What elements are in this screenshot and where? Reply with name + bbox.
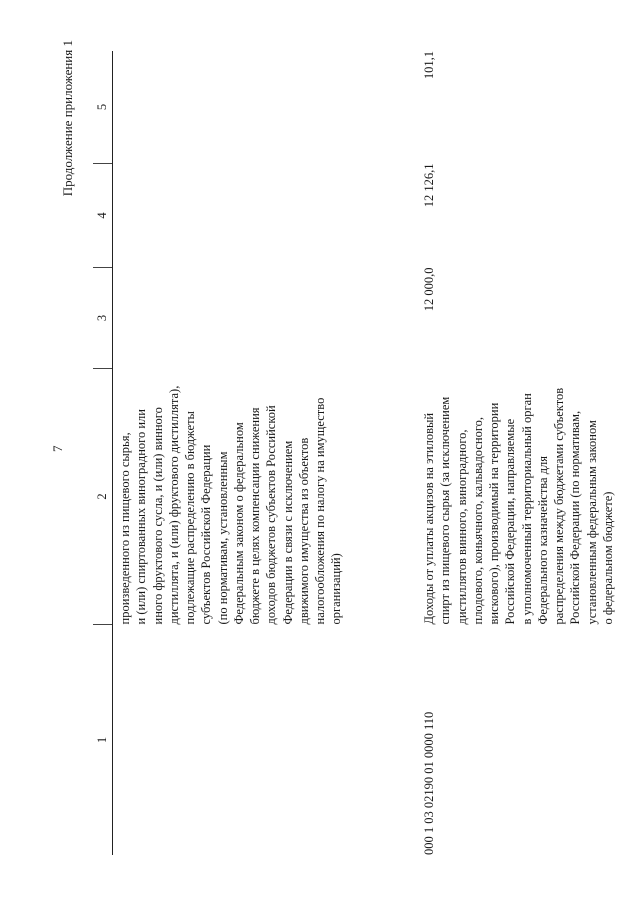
header-cell: 5 (93, 51, 113, 164)
value-cell-col5: 101,1 (422, 51, 436, 80)
header-cell: 2 (93, 369, 113, 625)
description-line: Федерального казначейства для (535, 455, 550, 625)
value-cell-col5 (113, 51, 418, 164)
page-number: 7 (50, 445, 65, 452)
value-cell-col4: 12 126,1 (422, 163, 436, 208)
table-row (417, 51, 616, 855)
description-line: движимого имущества из объектов (296, 437, 311, 625)
description-line: произведенного из пищевого сырья, (118, 432, 132, 625)
description-line: доходов бюджетов субъектов Российской (264, 405, 279, 625)
value-cell-col4 (113, 164, 418, 268)
description-line: организаций) (329, 553, 344, 625)
header-cell: 4 (93, 164, 113, 268)
description-line: иного фруктового сусла, и (или) винного (150, 407, 165, 625)
description-line: Федерации в связи с исключением (280, 440, 295, 625)
description-cell (417, 369, 616, 625)
header-cell: 3 (93, 268, 113, 369)
value-cell-col3: 12 000,0 (422, 267, 436, 312)
description-line: плодового, коньячного, кальвадосного, (470, 416, 485, 625)
description-line: Федеральным законом о федеральном (231, 422, 246, 625)
description-line: установленным федеральным законом (584, 420, 599, 625)
description-line: распределения между бюджетами субъектов (552, 387, 566, 625)
description-line: Российской Федерации, направляемые (503, 418, 518, 625)
description-line: дистиллята, и (или) фруктового дистиллята), (166, 385, 181, 625)
description-line: субъектов Российской Федерации (199, 444, 214, 625)
table-row (113, 51, 418, 855)
description-line: спирт из пищевого сырья (за исключением (438, 396, 453, 625)
description-line: бюджете в целях компенсации снижения (248, 407, 262, 625)
description-line: вискового), производимый на территории (487, 402, 501, 625)
description-line: налогообложения по налогу на имущество (313, 397, 327, 625)
code-cell (113, 625, 418, 856)
continuation-label: Продолжение приложения 1 (60, 40, 75, 197)
description-line: в уполномоченный территориальный орган (519, 393, 534, 625)
table-header-row (93, 51, 113, 855)
code-cell: 000 1 03 02190 01 0000 110 (422, 711, 436, 855)
description-line: дистиллятов винного, виноградного, (454, 429, 469, 625)
description-line: Доходы от уплаты акцизов на этиловый (422, 412, 436, 625)
description-line: подлежащие распределению в бюджеты (183, 411, 197, 625)
description-line: (по нормативам, установленным (215, 451, 230, 625)
description-line: о федеральном бюджете) (600, 491, 615, 625)
value-cell-col3 (113, 268, 418, 369)
data-table (93, 51, 616, 855)
description-line: и (или) спиртованных виноградного или (134, 409, 149, 625)
header-cell: 1 (93, 625, 113, 856)
description-line: Российской Федерации (по нормативам, (568, 410, 583, 625)
description-cell (113, 369, 418, 625)
